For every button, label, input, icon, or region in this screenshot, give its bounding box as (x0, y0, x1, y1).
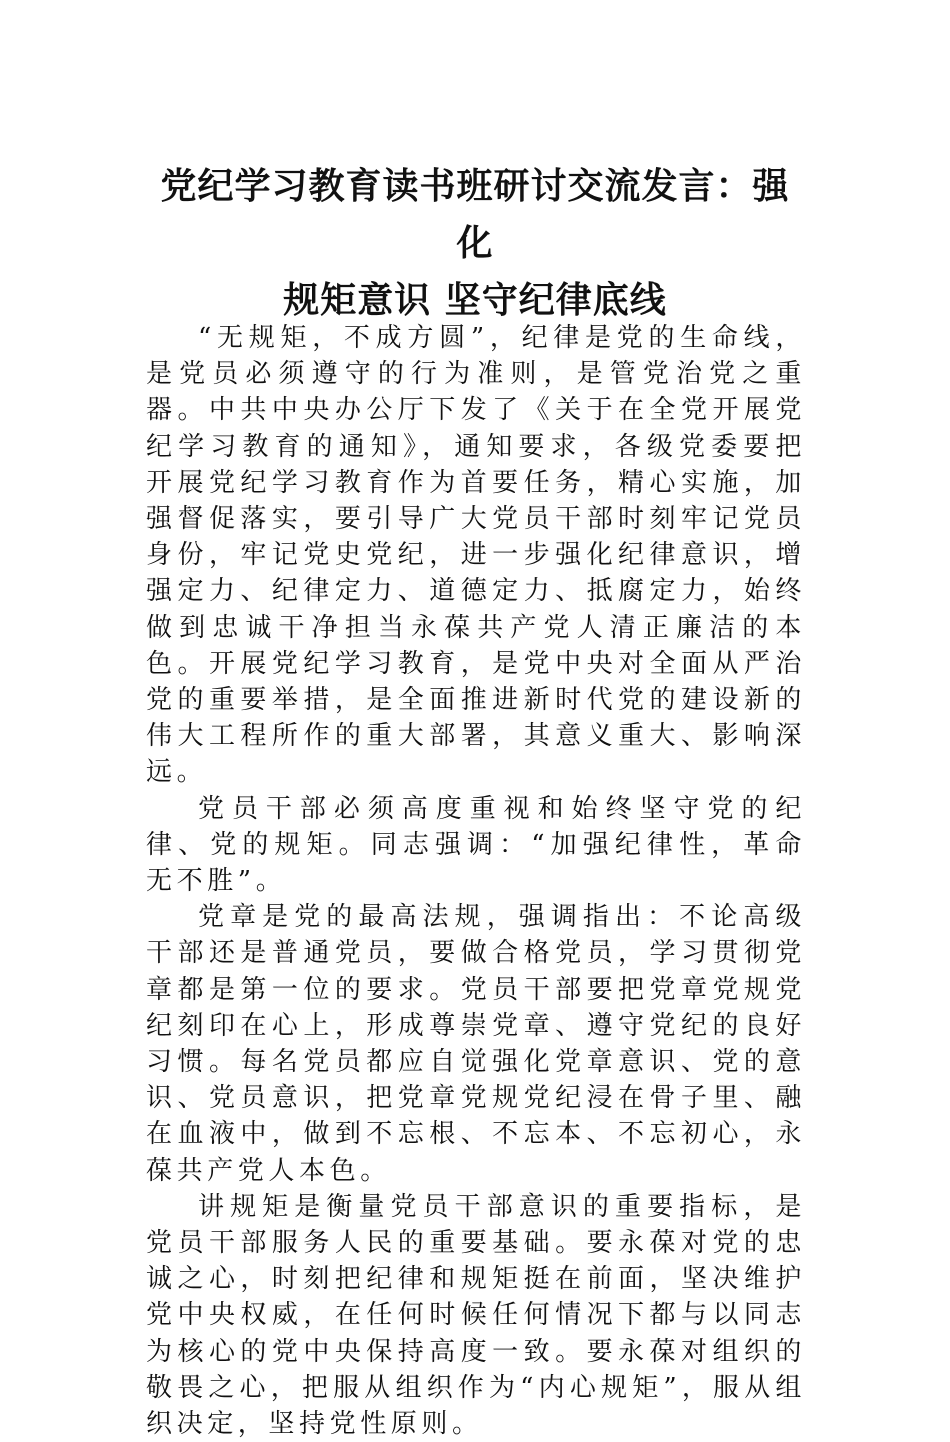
paragraph: 党章是党的最高法规，强调指出：不论高级干部还是普通党员，要做合格党员，学习贯彻党章都是第一位的要求。党员干部要把党章党规党纪刻印在心上，形成尊崇党章、遵守党纪的良好习惯。每名党员都应自觉强化党章意识、党的意识、党员意识，把党章党规党纪浸在骨子里、融在血液中，做到不忘根、不忘本、不忘初心，永葆共产党人本色。 (146, 902, 806, 1186)
title-line-1: 党纪学习教育读书班研讨交流发言：强化 (160, 166, 790, 264)
document-title (148, 158, 802, 329)
paragraph: 党员干部必须高度重视和始终坚守党的纪律、党的规矩。同志强调：“加强纪律性，革命无不胜”。 (146, 793, 806, 897)
paragraph: 讲规矩是衡量党员干部意识的重要指标，是党员干部服务人民的重要基础。要永葆对党的忠诚之心，时刻把纪律和规矩挺在前面，坚决维护党中央权威，在任何时候任何情况下都与以同志为核心的党中央保持高度一致。要永葆对组织的敬畏之心，把服从组织作为“内心规矩”，服从组织决定，坚持党性原则。 (146, 1191, 806, 1440)
paragraph: “无规矩，不成方圆”，纪律是党的生命线，是党员必须遵守的行为准则，是管党治党之重器。中共中央办公厅下发了《关于在全党开展党纪学习教育的通知》，通知要求，各级党委要把开展党纪学习教育作为首要任务，精心实施，加强督促落实，要引导广大党员干部时刻牢记党员身份，牢记党史党纪，进一步强化纪律意识，增强定力、纪律定力、道德定力、抵腐定力，始终做到忠诚干净担当永葆共产党人清正廉洁的本色。开展党纪学习教育，是党中央对全面从严治党的重要举措，是全面推进新时代党的建设新的伟大工程所作的重大部署，其意义重大、影响深远。 (146, 323, 806, 788)
document-body (146, 320, 806, 1442)
title-line-2: 规矩意识 坚守纪律底线 (283, 280, 667, 321)
